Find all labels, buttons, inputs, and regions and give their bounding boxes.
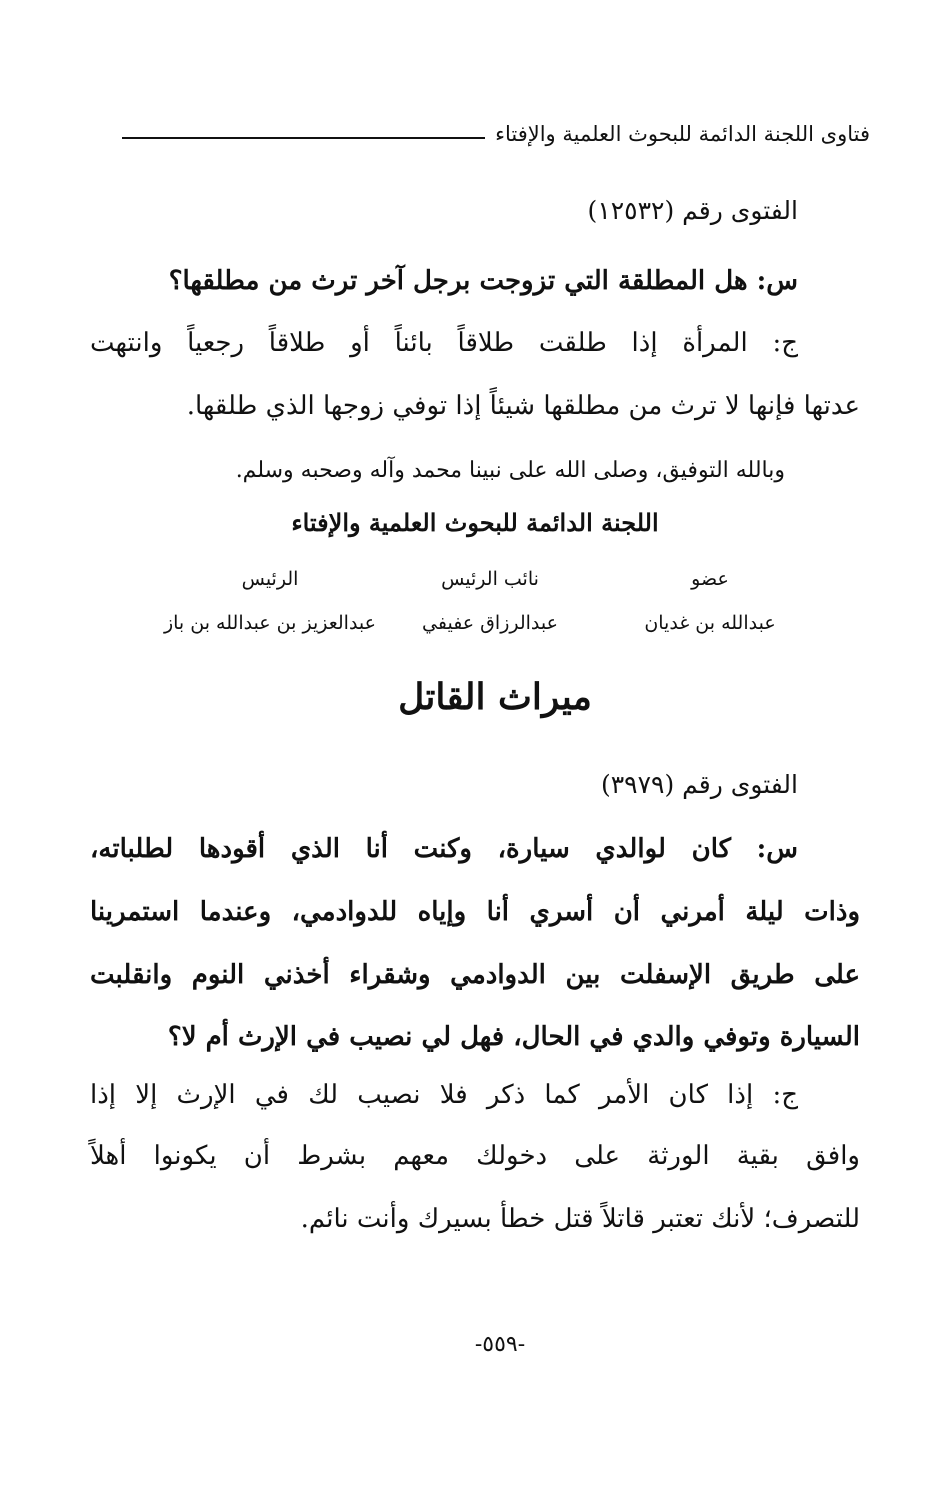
question-line: س: هل المطلقة التي تزوجت برجل آخر ترث من مطلقها؟ [168,266,798,296]
answer-line: ج: إذا كان الأمر كما ذكر فلا نصيب لك في الإرث إلا إذا [90,1080,798,1110]
committee-name: اللجنة الدائمة للبحوث العلمية والإفتاء [291,508,659,537]
fatwa-number: الفتوى رقم (٣٩٧٩) [600,770,798,799]
page-number: -٥٥٩- [474,1332,526,1357]
signatory-name: عبدالرزاق عفيفي [422,612,558,634]
signatory-role: الرئيس [241,568,299,590]
signatory-role: نائب الرئيس [441,568,539,590]
closing-formula: وبالله التوفيق، وصلى الله على نبينا محمد وآله وصحبه وسلم. [235,458,785,483]
section-title: ميراث القاتل [398,676,592,718]
answer-line: للتصرف؛ لأنك تعتبر قاتلاً قتل خطأ بسيرك وأنت نائم. [300,1204,860,1234]
question-line: س: كان لوالدي سيارة، وكنت أنا الذي أقودها لطلباته، [90,834,798,864]
signatory-names [160,612,820,634]
question-line: السيارة وتوفي والدي في الحال، فهل لي نصيب في الإرث أم لا؟ [167,1022,860,1052]
fatwa-number: الفتوى رقم (١٢٥٣٢) [587,196,798,225]
signatory-name: عبدالعزيز بن عبدالله بن باز [163,612,377,634]
signatory-role: عضو [691,568,729,590]
question-line: وذات ليلة أمرني أن أسري أنا وإياه للدوادمي، وعندما استمرينا [90,897,860,927]
question-line: على طريق الإسفلت بين الدوادمي وشقراء أخذني النوم وانقلبت [90,960,860,990]
running-header-title: فتاوى اللجنة الدائمة للبحوث العلمية والإفتاء [495,122,870,146]
header-rule [122,137,485,139]
signatory-name: عبدالله بن غديان [644,612,776,634]
answer-line: وافق بقية الورثة على دخولك معهم بشرط أن يكونوا أهلاً [90,1141,860,1171]
signatory-roles [160,568,820,590]
answer-line: عدتها فإنها لا ترث من مطلقها شيئاً إذا توفي زوجها الذي طلقها. [186,391,860,421]
running-header [122,114,870,154]
answer-line: ج: المرأة إذا طلقت طلاقاً بائناً أو طلاقاً رجعياً وانتهت [90,328,798,358]
